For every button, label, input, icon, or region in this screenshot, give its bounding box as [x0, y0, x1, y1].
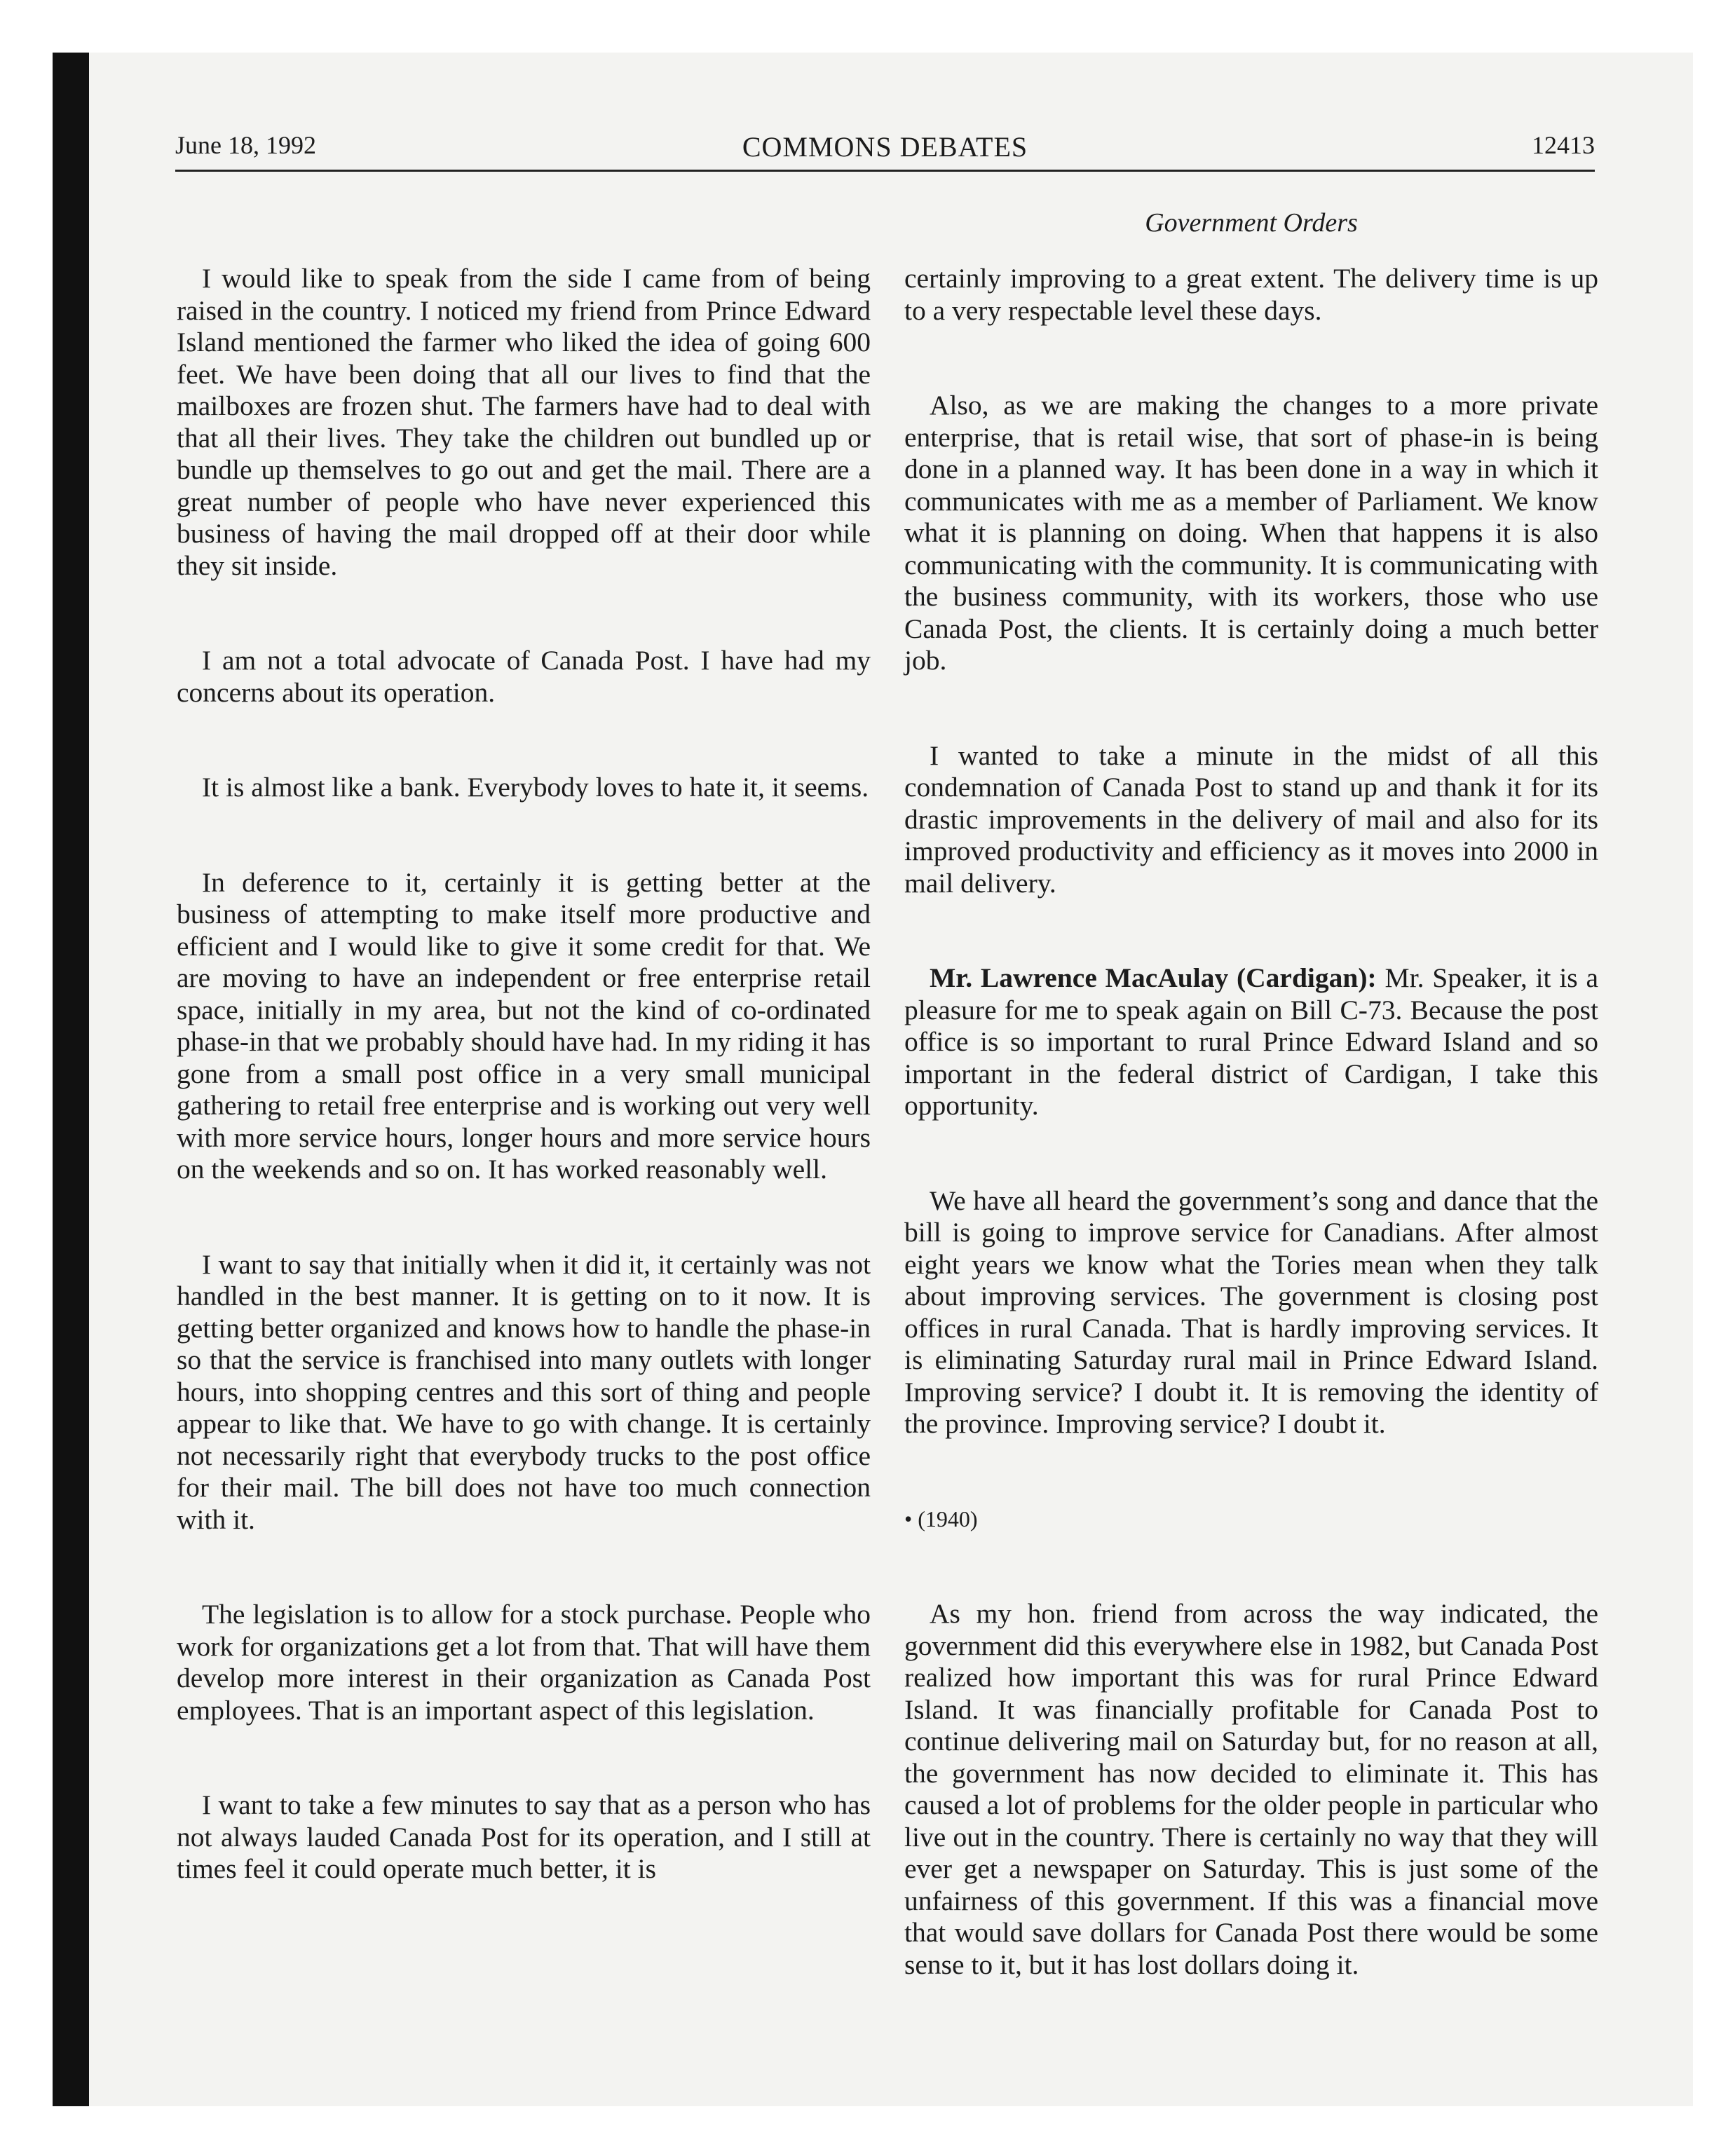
right-column — [904, 263, 1598, 2044]
section-label: Government Orders — [1145, 208, 1358, 238]
speaker-paragraph — [904, 962, 1598, 1122]
speaker-text: Mr. Speaker, it is a pleasure for me to speak again on Bill C-73. Because the post office is so important to rural Prince Edward Island and so important in the federal district of Cardigan, I take this opportunity. — [904, 962, 1599, 1121]
left-paragraph: I am not a total advocate of Canada Post. I have had my concerns about its operation. — [177, 645, 871, 708]
header-date: June 18, 1992 — [175, 131, 316, 159]
speaker-name: Mr. Lawrence MacAulay (Cardigan): — [930, 962, 1377, 993]
right-paragraph: We have all heard the government’s song and dance that the bill is going to improve service for Canadians. After almost eight years we know what the Tories mean when they talk about improving services. The government is closing post offices in rural Canada. That is hardly improving services. It is eliminating Saturday rural mail in Prince Edward Island. Improving service? I doubt it. It is removing the identity of the province. Improving service? I doubt it. — [904, 1185, 1598, 1439]
left-paragraph: I would like to speak from the side I came from of being raised in the country. I noticed my friend from Prince Edward Island mentioned the farmer who liked the idea of going 600 feet. We have been doing that all our lives to find that the mailboxes are frozen shut. The farmers have had to deal with that all their lives. They take the children out bundled up or bundle up themselves to go out and get the mail. There are a great number of people who have never experienced this business of having the mail dropped off at their door while they sit inside. — [177, 263, 871, 581]
right-paragraph: Also, as we are making the changes to a more private enterprise, that is retail wise, that sort of phase-in is being done in a planned way. It has been done in a way in which it communicates with me as a member of Parliament. We know what it is planning on doing. When that happens it is also communicating with the community. It is communicating with the business community, with its workers, those who use Canada Post, the clients. It is certainly doing a much better job. — [904, 390, 1598, 676]
left-paragraph: I want to say that initially when it did it, it certainly was not handled in the best manner. It is getting on to it now. It is getting better organized and knows how to handle the phase-in so that the service is franchised into many outlets with longer hours, into shopping centres and this sort of thing and people appear to like that. We have to go with change. It is certainly not necessarily right that everybody trucks to the post office for their mail. The bill does not have too much connection with it. — [177, 1248, 871, 1535]
time-marker: • (1940) — [904, 1506, 978, 1531]
scan-edge-shadow — [53, 53, 89, 2106]
header-page-number: 12413 — [1532, 131, 1595, 159]
running-header — [175, 130, 1595, 170]
left-paragraph: In deference to it, certainly it is getting better at the business of attempting to make itself more productive and efficient and I would like to give it some credit for that. We are moving to have an independent or free enterprise retail space, initially in my area, but not the kind of co-ordinated phase-in that we probably should have had. In my riding it has gone from a small post office in a very small municipal gathering to retail free enterprise and is working out very well with more service hours, longer hours and more service hours on the weekends and so on. It has worked reasonably well. — [177, 866, 871, 1185]
right-paragraph: I wanted to take a minute in the midst of all this condemnation of Canada Post to stand up and thank it for its drastic improvements in the delivery of mail and also for its improved productivity and efficiency as it moves into 2000 in mail delivery. — [904, 739, 1598, 899]
right-continuation-paragraph: certainly improving to a great extent. The delivery time is up to a very respectable level these days. — [904, 263, 1598, 326]
right-paragraph: As my hon. friend from across the way indicated, the government did this everywhere else in 1982, but Canada Post realized how important this was for rural Prince Edward Island. It was financially profitable for Canada Post to continue delivering mail on Saturday but, for no reason at all, the government has now decided to eliminate it. This has caused a lot of problems for the older people in particular who live out in the country. There is certainly no way that they will ever get a newspaper on Saturday. This is just some of the unfairness of this government. If this was a financial move that would save dollars for Canada Post there would be some sense to it, but it has lost dollars doing it. — [904, 1598, 1598, 1980]
left-column — [177, 263, 871, 1949]
left-paragraph: I want to take a few minutes to say that as a person who has not always lauded Canada Post for its operation, and I still at times feel it could operate much better, it is — [177, 1789, 871, 1884]
header-rule — [175, 170, 1595, 172]
left-paragraph: It is almost like a bank. Everybody loves to hate it, it seems. — [202, 772, 869, 803]
header-journal-title: COMMONS DEBATES — [742, 131, 1028, 163]
left-paragraph: The legislation is to allow for a stock purchase. People who work for organizations get a lot from that. That will have them develop more interest in their organization as Canada Post employees. That is an important aspect of this legislation. — [177, 1599, 871, 1726]
